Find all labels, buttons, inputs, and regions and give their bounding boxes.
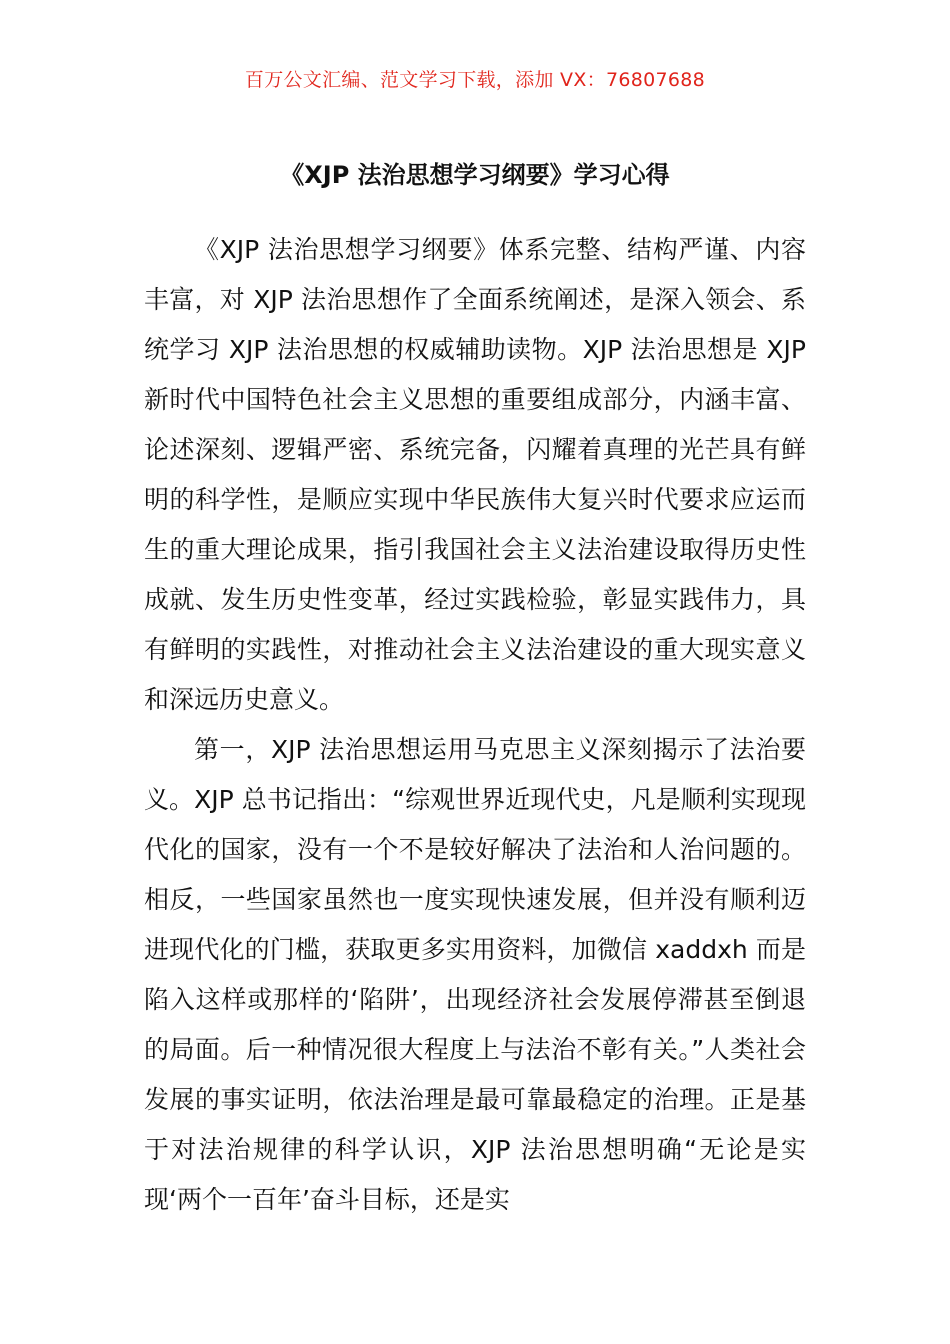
paragraph-intro: 《XJP 法治思想学习纲要》体系完整、结构严谨、内容丰富，对 XJP 法治思想作了全面系统阐述，是深入领会、系统学习 XJP 法治思想的权威辅助读物。XJP 法治思想是 XJP 新时代中国特色社会主义思想的重要组成部分，内涵丰富、论述深刻、逻辑严密、系统完备，闪耀着真理的光芒具有鲜明的科学性，是顺应实现中华民族伟大复兴时代要求应运而生的重大理论成果，指引我国社会主义法治建设取得历史性成就、发生历史性变革，经过实践检验，彰显实践伟力，具有鲜明的实践性，对推动社会主义法治建设的重大现实意义和深远历史意义。 — [144, 235, 806, 714]
page-title: 《XJP 法治思想学习纲要》学习心得 — [280, 161, 670, 189]
paragraph-first-point: 第一，XJP 法治思想运用马克思主义深刻揭示了法治要义。XJP 总书记指出：“综观世界近现代史，凡是顺利实现现代化的国家，没有一个不是较好解决了法治和人治问题的。相反，一些国家虽然也一度实现快速发展，但并没有顺利迈进现代化的门槛，获取更多实用资料，加微信 xaddxh 而是陷入这样或那样的‘陷阱’，出现经济社会发展停滞甚至倒退的局面。后一种情况很大程度上与法治不彰有关。”人类社会发展的事实证明，依法治理是最可靠最稳定的治理。正是基于对法治规律的科学认识，XJP 法治思想明确“无论是实现‘两个一百年’奋斗目标，还是实 — [144, 735, 806, 1214]
header-banner: 百万公文汇编、范文学习下载，添加 VX：76807688 — [244, 69, 706, 91]
document-body — [144, 225, 806, 1225]
